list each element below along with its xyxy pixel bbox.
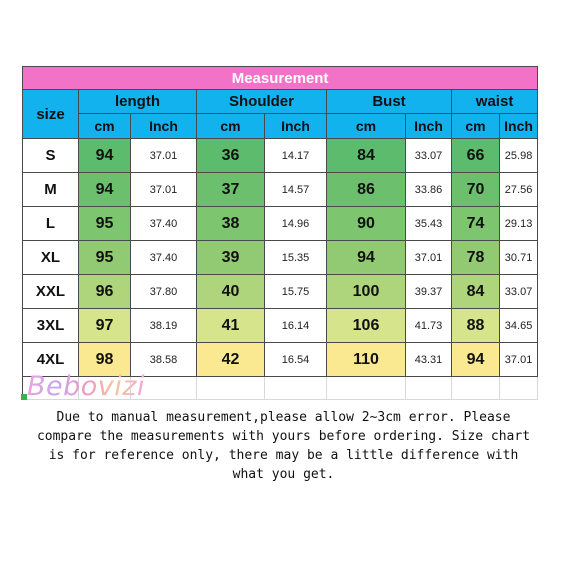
bust-inch-cell: 41.73 [406, 309, 452, 343]
size-header: size [23, 90, 79, 139]
length-cm-cell: 96 [79, 275, 131, 309]
empty-cell [197, 377, 265, 400]
note-line: compare the measurements with yours before ordering. Size chart [36, 429, 531, 444]
size-cell: XL [23, 241, 79, 275]
empty-cell [327, 377, 406, 400]
waist-inch-cell: 37.01 [500, 343, 538, 377]
bust-cm-cell: 106 [327, 309, 406, 343]
waist-inch-cell: 29.13 [500, 207, 538, 241]
bust-cm-cell: 110 [327, 343, 406, 377]
group-header-row [23, 90, 538, 114]
length-inch-cell: 38.19 [131, 309, 197, 343]
length-inch-cell: 37.01 [131, 173, 197, 207]
shoulder-cm-cell: 41 [197, 309, 265, 343]
size-cell: M [23, 173, 79, 207]
waist-inch-cell: 27.56 [500, 173, 538, 207]
length-inch-cell: 38.58 [131, 343, 197, 377]
shoulder-cm-cell: 38 [197, 207, 265, 241]
length-cm-cell: 97 [79, 309, 131, 343]
size-cell: S [23, 139, 79, 173]
shoulder-inch-cell: 14.17 [265, 139, 327, 173]
table-title: Measurement [23, 67, 538, 90]
shoulder-inch-header: Inch [265, 114, 327, 139]
empty-cell [500, 377, 538, 400]
length-inch-cell: 37.40 [131, 207, 197, 241]
empty-cell [452, 377, 500, 400]
length-cm-header: cm [79, 114, 131, 139]
table-row [23, 173, 538, 207]
waist-inch-cell: 33.07 [500, 275, 538, 309]
length-cm-cell: 98 [79, 343, 131, 377]
waist-inch-cell: 34.65 [500, 309, 538, 343]
shoulder-inch-cell: 14.96 [265, 207, 327, 241]
size-cell: 4XL [23, 343, 79, 377]
shoulder-inch-cell: 14.57 [265, 173, 327, 207]
shoulder-inch-cell: 16.54 [265, 343, 327, 377]
waist-inch-header: Inch [500, 114, 538, 139]
shoulder-cm-cell: 42 [197, 343, 265, 377]
watermark-logo: Bebovizi [27, 371, 145, 402]
size-cell: L [23, 207, 79, 241]
note-line: what you get. [232, 467, 335, 482]
waist-cm-header: cm [452, 114, 500, 139]
length-inch-cell: 37.01 [131, 139, 197, 173]
length-cm-cell: 94 [79, 173, 131, 207]
length-cm-cell: 94 [79, 139, 131, 173]
length-inch-cell: 37.80 [131, 275, 197, 309]
note-line: is for reference only, there may be a little difference with [48, 448, 519, 463]
empty-cell [406, 377, 452, 400]
bust-inch-cell: 39.37 [406, 275, 452, 309]
size-cell: 3XL [23, 309, 79, 343]
waist-inch-cell: 30.71 [500, 241, 538, 275]
table-row [23, 241, 538, 275]
bust-inch-cell: 37.01 [406, 241, 452, 275]
waist-cm-cell: 70 [452, 173, 500, 207]
table-row [23, 275, 538, 309]
bust-cm-cell: 100 [327, 275, 406, 309]
bust-cm-cell: 94 [327, 241, 406, 275]
table-row [23, 139, 538, 173]
waist-cm-cell: 88 [452, 309, 500, 343]
shoulder-header: Shoulder [197, 90, 327, 114]
title-row [23, 67, 538, 90]
bust-inch-cell: 33.86 [406, 173, 452, 207]
waist-inch-cell: 25.98 [500, 139, 538, 173]
bust-cm-cell: 86 [327, 173, 406, 207]
empty-cell [265, 377, 327, 400]
shoulder-cm-cell: 37 [197, 173, 265, 207]
length-cm-cell: 95 [79, 207, 131, 241]
waist-cm-cell: 84 [452, 275, 500, 309]
waist-cm-cell: 94 [452, 343, 500, 377]
bust-inch-cell: 43.31 [406, 343, 452, 377]
shoulder-cm-cell: 40 [197, 275, 265, 309]
table-row [23, 207, 538, 241]
shoulder-cm-cell: 39 [197, 241, 265, 275]
bust-inch-header: Inch [406, 114, 452, 139]
length-inch-header: Inch [131, 114, 197, 139]
measurement-note [20, 408, 547, 484]
table-row [23, 309, 538, 343]
shoulder-inch-cell: 16.14 [265, 309, 327, 343]
shoulder-inch-cell: 15.75 [265, 275, 327, 309]
length-cm-cell: 95 [79, 241, 131, 275]
length-inch-cell: 37.40 [131, 241, 197, 275]
waist-cm-cell: 78 [452, 241, 500, 275]
size-cell: XXL [23, 275, 79, 309]
size-chart-table [22, 66, 538, 400]
bust-inch-cell: 35.43 [406, 207, 452, 241]
shoulder-cm-header: cm [197, 114, 265, 139]
unit-header-row [23, 114, 538, 139]
bust-cm-cell: 84 [327, 139, 406, 173]
length-header: length [79, 90, 197, 114]
waist-cm-cell: 74 [452, 207, 500, 241]
bust-cm-cell: 90 [327, 207, 406, 241]
waist-cm-cell: 66 [452, 139, 500, 173]
bust-cm-header: cm [327, 114, 406, 139]
shoulder-cm-cell: 36 [197, 139, 265, 173]
bust-inch-cell: 33.07 [406, 139, 452, 173]
waist-header: waist [452, 90, 538, 114]
bust-header: Bust [327, 90, 452, 114]
note-line: Due to manual measurement,please allow 2~3cm error. Please [56, 410, 511, 425]
shoulder-inch-cell: 15.35 [265, 241, 327, 275]
